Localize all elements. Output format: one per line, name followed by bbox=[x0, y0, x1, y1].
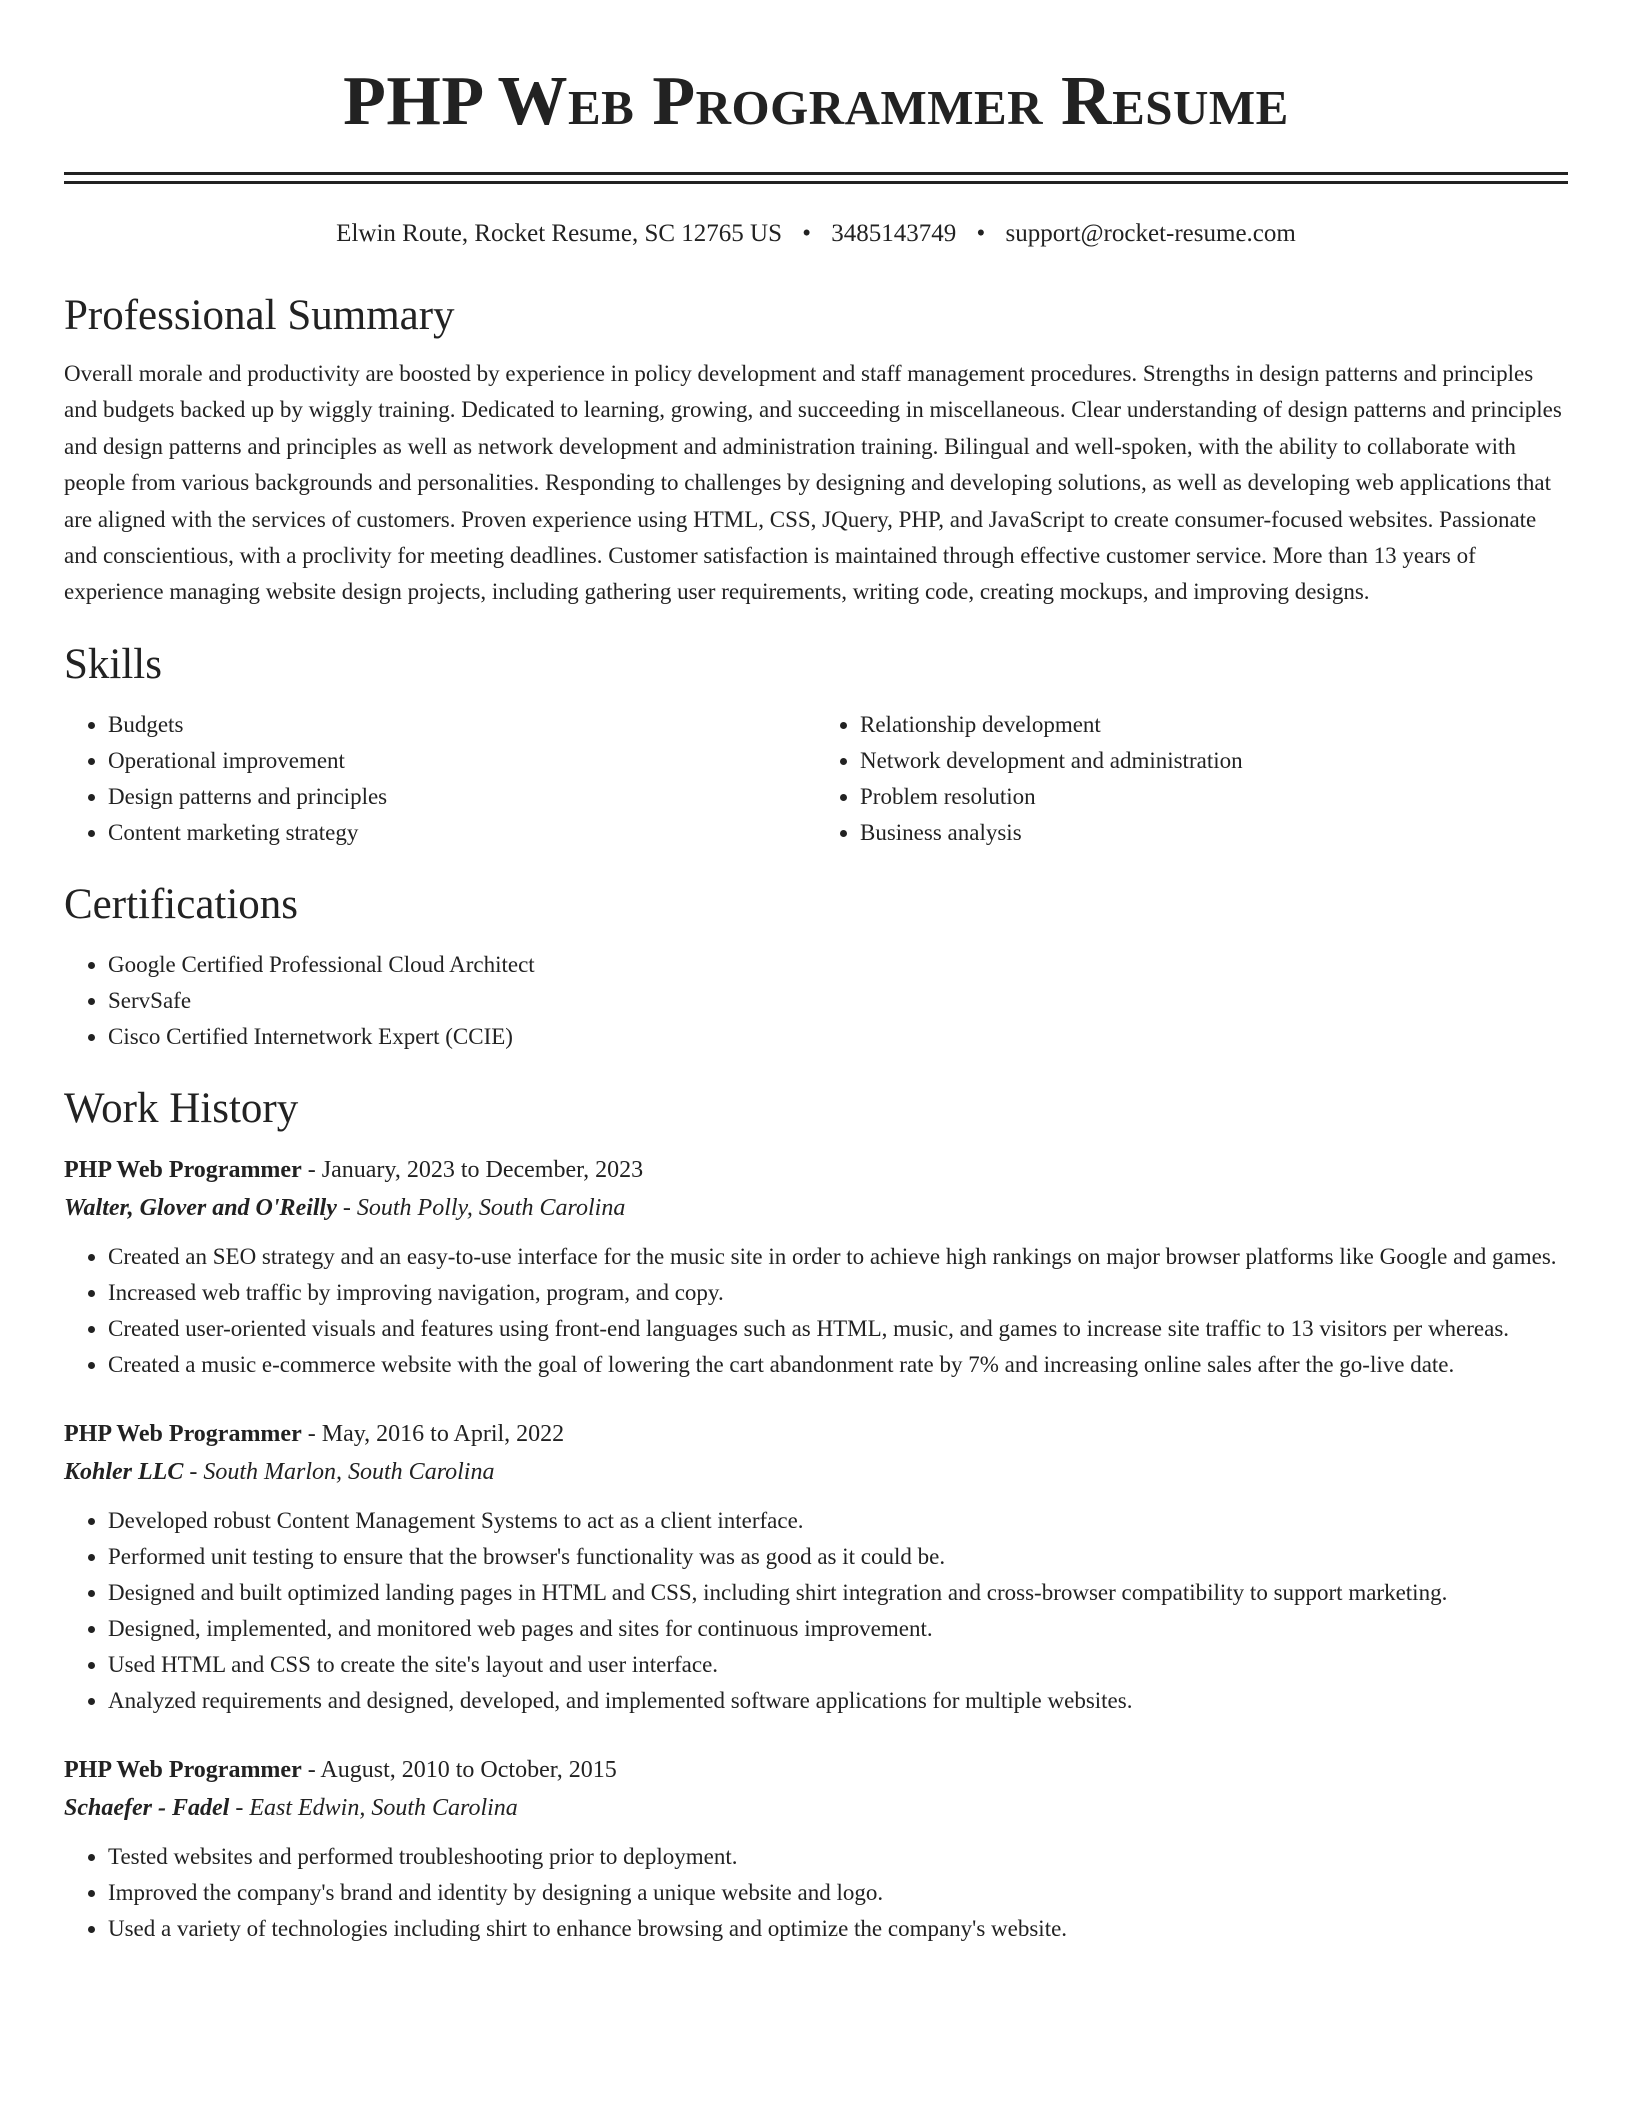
job-bullet: • Created user-oriented visuals and features using front-end languages such as HTML, music, and games to increase site traffic to 13 visitors per whereas. bbox=[108, 1311, 1568, 1347]
job-bullet: • Designed and built optimized landing pages in HTML and CSS, including shirt integration and cross-browser compatibility to support marketing. bbox=[108, 1575, 1568, 1611]
job-bullet: • Used a variety of technologies including shirt to enhance browsing and optimize the company's website. bbox=[108, 1911, 1568, 1947]
contact-email: support@rocket-resume.com bbox=[1005, 220, 1296, 247]
skill-item: • Problem resolution bbox=[860, 779, 1568, 815]
job-bullet: • Tested websites and performed troubleshooting prior to deployment. bbox=[108, 1839, 1568, 1875]
job-bullet: • Increased web traffic by improving navigation, program, and copy. bbox=[108, 1275, 1568, 1311]
job-employer: Schaefer - Fadel - East Edwin, South Carolina bbox=[64, 1794, 518, 1821]
contact-address: Elwin Route, Rocket Resume, SC 12765 US bbox=[336, 220, 782, 247]
contact-phone: 3485143749 bbox=[831, 220, 957, 247]
skill-item: • Budgets bbox=[108, 707, 816, 743]
work-history-heading: Work History bbox=[64, 1084, 299, 1132]
summary-text: Overall morale and productivity are boosted by experience in policy development and staff management procedures. Strengths in design patterns and principles and budgets backed up by wiggly training. Dedicated to learning, growing, and succeeding in miscellaneous. Clear understanding of design patterns and principles and design patterns and principles as well as network development and administration training. Bilingual and well-spoken, with the ability to collaborate with people from various backgrounds and personalities. Responding to challenges by designing and developing solutions, as well as developing web applications that are aligned with the services of customers. Proven experience using HTML, CSS, JQuery, PHP, and JavaScript to create consumer-focused websites. Passionate and conscientious, with a proclivity for meeting deadlines. Customer satisfaction is maintained through effective customer service. More than 13 years of experience managing website design projects, including gathering user requirements, writing code, creating mockups, and improving designs. bbox=[64, 361, 1562, 605]
job-header: PHP Web Programmer - January, 2023 to December, 2023 bbox=[64, 1156, 644, 1183]
certification-item: • ServSafe bbox=[108, 983, 1568, 1019]
job-title: PHP Web Programmer bbox=[64, 1420, 302, 1447]
job-entry bbox=[64, 1415, 1568, 1719]
job-entry bbox=[64, 1151, 1568, 1383]
skills-section bbox=[64, 637, 1568, 851]
skill-item: • Business analysis bbox=[860, 815, 1568, 851]
job-title: PHP Web Programmer bbox=[64, 1756, 302, 1783]
job-company: Schaefer - Fadel bbox=[64, 1794, 230, 1821]
skills-columns bbox=[64, 707, 1568, 851]
summary-section bbox=[64, 288, 1568, 611]
job-bullet: • Created a music e-commerce website with the goal of lowering the cart abandonment rate by 7% and increasing online sales after the go-live date. bbox=[108, 1347, 1568, 1383]
certifications-heading: Certifications bbox=[64, 880, 299, 928]
contact-separator: • bbox=[976, 220, 986, 247]
certification-item: • Cisco Certified Internetwork Expert (CCIE) bbox=[108, 1019, 1568, 1055]
job-bullet: • Developed robust Content Management Systems to act as a client interface. bbox=[108, 1503, 1568, 1539]
job-header: PHP Web Programmer - May, 2016 to April, 2022 bbox=[64, 1420, 565, 1447]
certifications-list bbox=[64, 947, 1568, 1055]
skill-item: • Relationship development bbox=[860, 707, 1568, 743]
job-location: East Edwin, South Carolina bbox=[249, 1794, 518, 1821]
job-bullet: • Used HTML and CSS to create the site's layout and user interface. bbox=[108, 1647, 1568, 1683]
job-company: Kohler LLC bbox=[64, 1458, 184, 1485]
job-bullet: • Performed unit testing to ensure that the browser's functionality was as good as it could be. bbox=[108, 1539, 1568, 1575]
contact-line bbox=[64, 218, 1568, 250]
job-employer: Walter, Glover and O'Reilly - South Polly, South Carolina bbox=[64, 1194, 626, 1221]
title-double-rule bbox=[64, 172, 1568, 184]
job-title: PHP Web Programmer bbox=[64, 1156, 302, 1183]
skill-item: • Operational improvement bbox=[108, 743, 816, 779]
skills-list-right bbox=[816, 707, 1568, 851]
job-bullet: • Created an SEO strategy and an easy-to-use interface for the music site in order to achieve high rankings on major browser platforms like Google and games. bbox=[108, 1239, 1568, 1275]
skills-list-left bbox=[64, 707, 816, 851]
skills-heading: Skills bbox=[64, 640, 162, 688]
job-employer: Kohler LLC - South Marlon, South Carolina bbox=[64, 1458, 495, 1485]
skill-item: • Content marketing strategy bbox=[108, 815, 816, 851]
job-bullet: • Analyzed requirements and designed, developed, and implemented software applications for multiple websites. bbox=[108, 1683, 1568, 1719]
job-bullet: • Improved the company's brand and identity by designing a unique website and logo. bbox=[108, 1875, 1568, 1911]
job-header: PHP Web Programmer - August, 2010 to October, 2015 bbox=[64, 1756, 617, 1783]
certification-item: • Google Certified Professional Cloud Architect bbox=[108, 947, 1568, 983]
work-history-section bbox=[64, 1081, 1568, 1947]
job-company: Walter, Glover and O'Reilly bbox=[64, 1194, 337, 1221]
job-entry bbox=[64, 1751, 1568, 1947]
job-bullets bbox=[64, 1239, 1568, 1383]
job-dates: August, 2010 to October, 2015 bbox=[320, 1756, 617, 1783]
contact-separator: • bbox=[802, 220, 812, 247]
job-bullets bbox=[64, 1503, 1568, 1719]
resume-title: PHP Web Programmer Resume bbox=[343, 63, 1289, 140]
job-dates: May, 2016 to April, 2022 bbox=[321, 1420, 565, 1447]
skill-item: • Network development and administration bbox=[860, 743, 1568, 779]
summary-heading: Professional Summary bbox=[64, 292, 455, 339]
job-dates: January, 2023 to December, 2023 bbox=[321, 1156, 644, 1183]
job-location: South Polly, South Carolina bbox=[356, 1194, 626, 1221]
certifications-section bbox=[64, 877, 1568, 1055]
job-location: South Marlon, South Carolina bbox=[203, 1458, 495, 1485]
job-bullet: • Designed, implemented, and monitored web pages and sites for continuous improvement. bbox=[108, 1611, 1568, 1647]
job-bullets bbox=[64, 1839, 1568, 1947]
skill-item: • Design patterns and principles bbox=[108, 779, 816, 815]
